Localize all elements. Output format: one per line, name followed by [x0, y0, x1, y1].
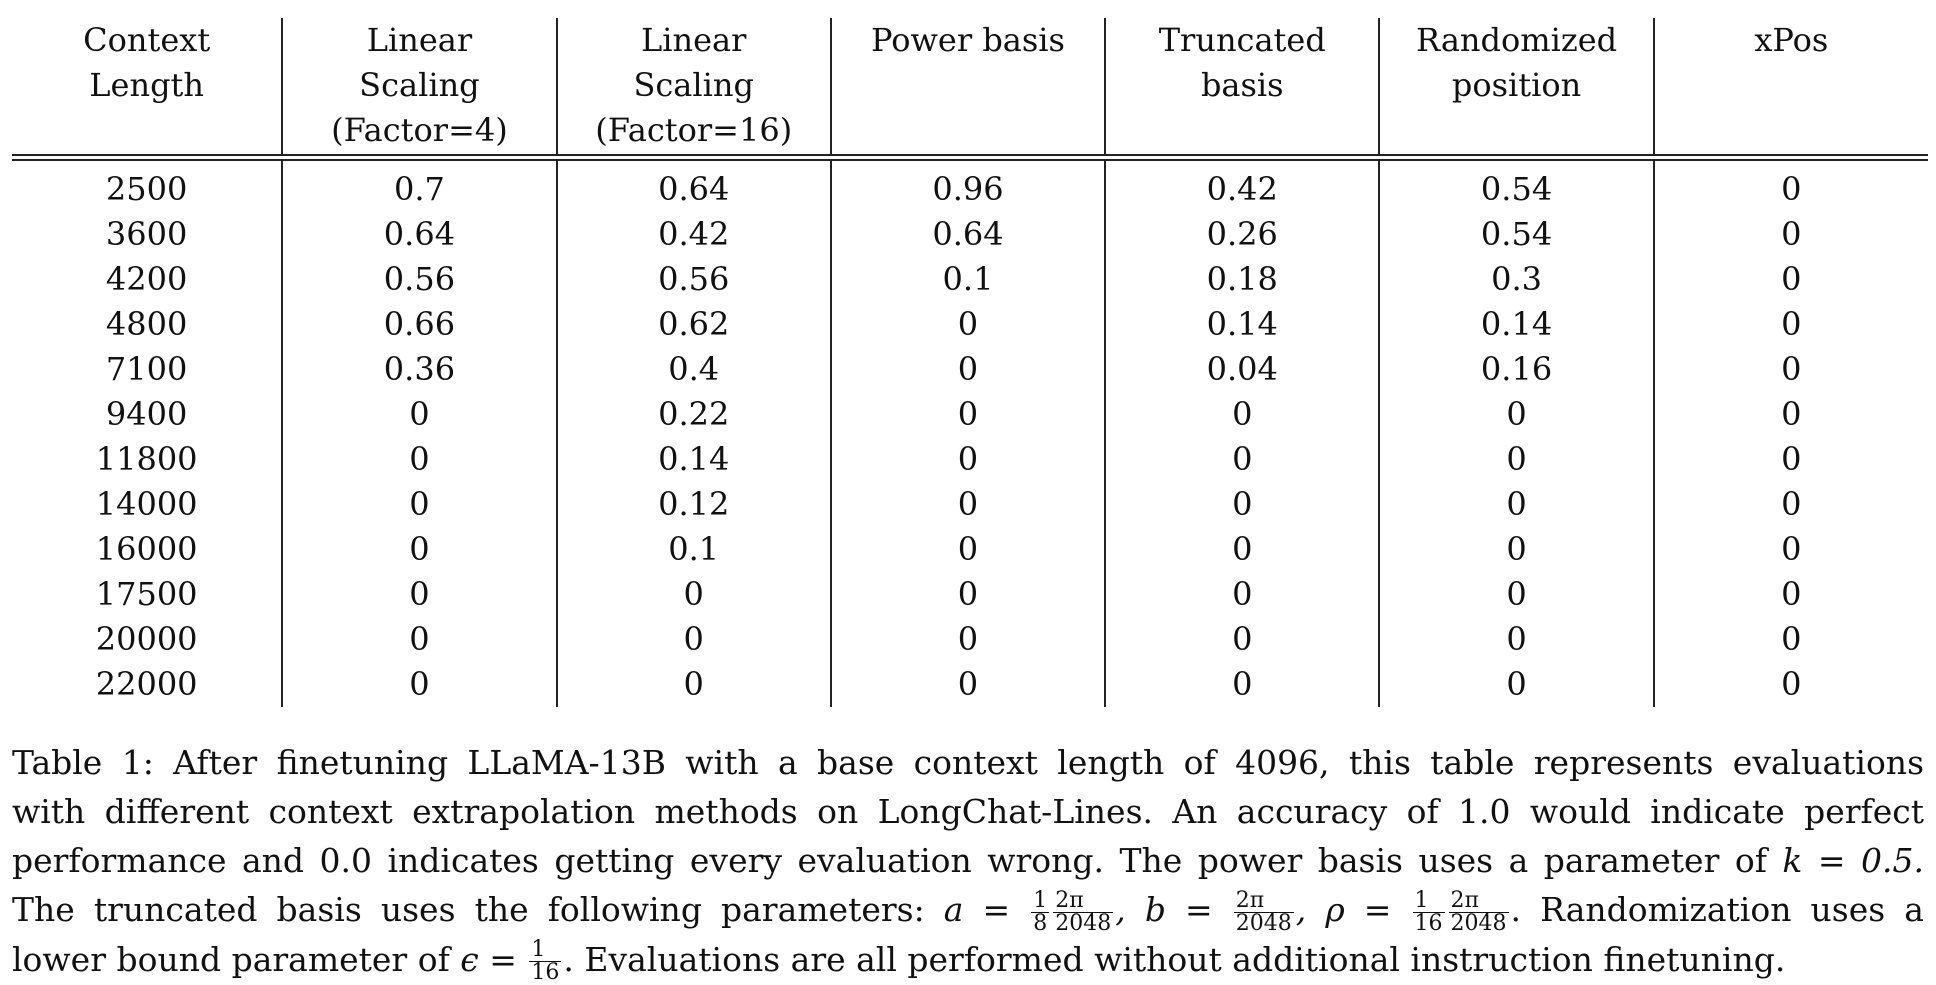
caption-line-4-end: . Randomization uses a [1510, 890, 1924, 929]
accuracy-cell: 0 [831, 347, 1105, 392]
column-header: Context Length [83, 21, 211, 104]
accuracy-cell: 0 [1654, 482, 1928, 527]
accuracy-cell: 0 [1105, 617, 1379, 662]
accuracy-cell: 0.4 [557, 347, 831, 392]
table-row [12, 572, 1928, 617]
fraction-two-pi-a: $\frac{2\pi}{2048}$ [1055, 887, 1112, 936]
accuracy-cell: 0.56 [282, 257, 556, 302]
accuracy-cell: 0 [1654, 302, 1928, 347]
accuracy-cell: 0.56 [557, 257, 831, 302]
accuracy-cell: 0 [282, 617, 556, 662]
column-header: Randomized position [1379, 18, 1653, 158]
accuracy-cell: 0 [831, 617, 1105, 662]
accuracy-cell: 0 [282, 392, 556, 437]
context-length-cell: 2500 [105, 170, 188, 208]
accuracy-cell: 0.26 [1105, 212, 1379, 257]
accuracy-cell: 0 [1654, 212, 1928, 257]
accuracy-cell: 0 [282, 662, 556, 707]
column-header: Linear Scaling (Factor=16) [557, 18, 831, 158]
accuracy-cell: 0.62 [557, 302, 831, 347]
context-length-cell: 22000 [95, 665, 198, 703]
accuracy-cell: 0.7 [282, 158, 556, 213]
header-row [12, 18, 1928, 158]
accuracy-cell: 0 [1379, 617, 1653, 662]
fraction-two-pi-rho: $\frac{2\pi}{2048}$ [1450, 887, 1507, 936]
accuracy-cell: 0 [1654, 392, 1928, 437]
accuracy-cell: 0.36 [282, 347, 556, 392]
table-row [12, 212, 1928, 257]
accuracy-cell: 0 [282, 437, 556, 482]
caption-line-5-text: lower bound parameter of [12, 939, 450, 979]
accuracy-cell: 0 [1105, 662, 1379, 707]
fraction-two-pi-b: $\frac{2\pi}{2048}$ [1235, 887, 1292, 936]
accuracy-cell: 0 [831, 437, 1105, 482]
accuracy-cell: 0 [831, 302, 1105, 347]
accuracy-cell: 0 [1654, 617, 1928, 662]
table-caption [12, 738, 1924, 984]
accuracy-cell: 0.16 [1379, 347, 1653, 392]
accuracy-cell: 0 [1654, 158, 1928, 213]
table-body [12, 158, 1928, 708]
accuracy-cell: 0 [1379, 527, 1653, 572]
table-row [12, 617, 1928, 662]
accuracy-cell: 0.54 [1379, 158, 1653, 213]
context-length-cell: 3600 [105, 215, 188, 253]
accuracy-cell: 0.3 [1379, 257, 1653, 302]
table-row [12, 437, 1928, 482]
caption-line-1: Table 1: After finetuning LLaMA-13B with a base context length of 4096, this table represents evaluations [12, 743, 1924, 782]
accuracy-cell: 0.12 [557, 482, 831, 527]
accuracy-cell: 0 [1654, 437, 1928, 482]
accuracy-cell: 0 [557, 617, 831, 662]
accuracy-cell: 0 [1654, 257, 1928, 302]
accuracy-cell: 0 [282, 572, 556, 617]
fraction-one-sixteenth: $\frac{1}{16}$ [1414, 887, 1443, 936]
caption-line-5 [12, 935, 1924, 985]
accuracy-cell: 0 [1105, 437, 1379, 482]
accuracy-cell: 0.1 [557, 527, 831, 572]
caption-line-4 [12, 885, 1924, 935]
accuracy-cell: 0.54 [1379, 212, 1653, 257]
table-row [12, 347, 1928, 392]
accuracy-cell: 0 [282, 527, 556, 572]
accuracy-cell: 0.14 [1105, 302, 1379, 347]
caption-line-2: with different context extrapolation methods on LongChat-Lines. An accuracy of 1.0 would indicate perfect [12, 792, 1924, 831]
accuracy-cell: 0 [1379, 572, 1653, 617]
accuracy-cell: 0.1 [831, 257, 1105, 302]
b-variable: , b = [1115, 890, 1213, 929]
accuracy-cell: 0.64 [557, 158, 831, 213]
accuracy-cell: 0 [282, 482, 556, 527]
context-length-cell: 9400 [105, 395, 188, 433]
column-header: Power basis [831, 18, 1105, 158]
context-length-cell: 4200 [105, 260, 188, 298]
accuracy-cell: 0 [1105, 482, 1379, 527]
accuracy-cell: 0 [1105, 572, 1379, 617]
accuracy-cell: 0 [1654, 572, 1928, 617]
accuracy-cell: 0.18 [1105, 257, 1379, 302]
table-row [12, 662, 1928, 707]
fraction-one-eighth: $\frac{1}{8}$ [1033, 887, 1048, 936]
context-length-cell: 17500 [95, 575, 198, 613]
accuracy-cell: 0 [831, 572, 1105, 617]
accuracy-cell: 0 [557, 662, 831, 707]
accuracy-cell: 0 [831, 527, 1105, 572]
table-row [12, 527, 1928, 572]
accuracy-cell: 0 [831, 662, 1105, 707]
accuracy-cell: 0.64 [831, 212, 1105, 257]
accuracy-cell: 0 [1105, 392, 1379, 437]
accuracy-cell: 0.64 [282, 212, 556, 257]
accuracy-cell: 0.14 [1379, 302, 1653, 347]
accuracy-cell: 0.96 [831, 158, 1105, 213]
caption-line-3-text: performance and 0.0 indicates getting every evaluation wrong. The power basis uses a parameter of [12, 841, 1767, 880]
accuracy-cell: 0.22 [557, 392, 831, 437]
context-length-cell: 20000 [95, 620, 198, 658]
accuracy-cell: 0 [831, 482, 1105, 527]
table-row [12, 158, 1928, 213]
context-length-cell: 16000 [95, 530, 198, 568]
caption-line-4-text: The truncated basis uses the following parameters: [12, 890, 925, 929]
accuracy-cell: 0 [1379, 437, 1653, 482]
column-header: Truncated basis [1105, 18, 1379, 158]
caption-line-5-end: . Evaluations are all performed without additional instruction finetuning. [563, 939, 1786, 979]
table-row [12, 482, 1928, 527]
context-length-cell: 11800 [95, 440, 198, 478]
accuracy-cell: 0 [1654, 347, 1928, 392]
accuracy-cell: 0.42 [557, 212, 831, 257]
accuracy-cell: 0 [1654, 662, 1928, 707]
context-length-cell: 7100 [105, 350, 188, 388]
accuracy-cell: 0.04 [1105, 347, 1379, 392]
table-row [12, 257, 1928, 302]
table-row [12, 392, 1928, 437]
accuracy-cell: 0.14 [557, 437, 831, 482]
context-length-cell: 4800 [105, 305, 188, 343]
k-parameter: k = 0.5. [1782, 841, 1924, 880]
accuracy-cell: 0 [1379, 482, 1653, 527]
accuracy-cell: 0 [557, 572, 831, 617]
results-table [12, 18, 1928, 707]
epsilon-variable: ϵ = [460, 939, 517, 979]
accuracy-cell: 0 [831, 392, 1105, 437]
table-row [12, 302, 1928, 347]
accuracy-cell: 0.42 [1105, 158, 1379, 213]
fraction-epsilon: $\frac{1}{16}$ [531, 937, 560, 985]
table-header [12, 18, 1928, 158]
accuracy-cell: 0 [1105, 527, 1379, 572]
column-header: Linear Scaling (Factor=4) [282, 18, 556, 158]
context-length-cell: 14000 [95, 485, 198, 523]
accuracy-cell: 0 [1379, 662, 1653, 707]
column-header: xPos [1654, 18, 1928, 158]
accuracy-cell: 0 [1379, 392, 1653, 437]
accuracy-cell: 0 [1654, 527, 1928, 572]
accuracy-cell: 0.66 [282, 302, 556, 347]
rho-variable: , ρ = [1295, 890, 1392, 929]
caption-line-3 [12, 836, 1924, 885]
a-variable: a = [943, 890, 1011, 929]
